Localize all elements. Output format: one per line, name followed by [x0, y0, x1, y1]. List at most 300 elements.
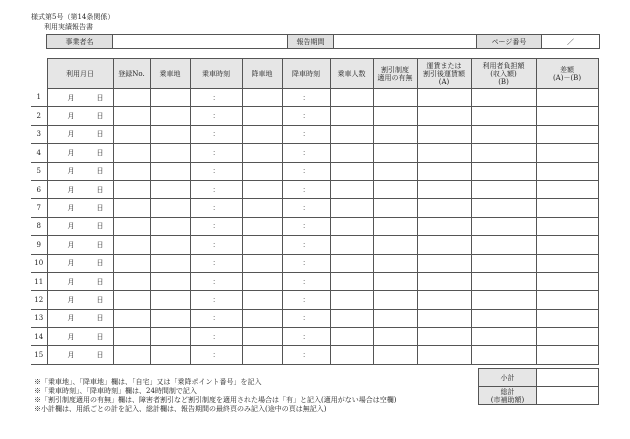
cell-alighting-time[interactable]: [282, 144, 330, 162]
cell-alighting-place[interactable]: [242, 254, 282, 272]
cell-discount-applied[interactable]: [373, 162, 417, 180]
form-number: 様式第5号（第14条関係）: [31, 13, 115, 21]
table-row: [31, 107, 598, 125]
cell-fare-amount[interactable]: [417, 89, 471, 107]
note-3: ※「割引制度適用の有無」欄は、障害者割引など割引制度を適用された場合は「有」と記入(適用がない場合は空欄): [34, 396, 397, 404]
cell-alighting-time[interactable]: [282, 217, 330, 235]
cell-alighting-place[interactable]: [242, 309, 282, 327]
time-separator: ：: [212, 204, 220, 213]
cell-usage-date[interactable]: [47, 144, 113, 162]
cell-fare-amount[interactable]: [417, 236, 471, 254]
grand-total-field[interactable]: [537, 387, 599, 405]
row-number: 2: [31, 107, 47, 125]
company-name-label: 事業者名: [47, 35, 113, 49]
cell-registration-no[interactable]: [113, 125, 150, 143]
cell-alighting-time[interactable]: [282, 125, 330, 143]
table-row: [31, 144, 598, 162]
cell-boarding-place[interactable]: [150, 107, 190, 125]
cell-alighting-time[interactable]: [282, 107, 330, 125]
cell-passenger-count[interactable]: [330, 346, 373, 364]
month-label: 月: [67, 240, 75, 249]
day-label: 日: [96, 112, 104, 121]
day-label: 日: [96, 93, 104, 102]
column-header-fare-amount: [417, 59, 471, 89]
cell-alighting-place[interactable]: [242, 89, 282, 107]
month-label: 月: [67, 167, 75, 176]
cell-alighting-place[interactable]: [242, 199, 282, 217]
cell-usage-date[interactable]: [47, 236, 113, 254]
time-separator: ：: [302, 314, 310, 323]
row-number: 3: [31, 125, 47, 143]
cell-user-payment[interactable]: [471, 125, 536, 143]
cell-alighting-place[interactable]: [242, 180, 282, 198]
table-row: [31, 199, 598, 217]
day-label: 日: [96, 204, 104, 213]
cell-usage-date[interactable]: [47, 291, 113, 309]
month-label: 月: [67, 314, 75, 323]
cell-discount-applied[interactable]: [373, 125, 417, 143]
column-header-text: 降車地: [251, 69, 273, 78]
company-name-field[interactable]: [113, 35, 288, 49]
cell-usage-date[interactable]: [47, 309, 113, 327]
cell-passenger-count[interactable]: [330, 309, 373, 327]
cell-usage-date[interactable]: [47, 272, 113, 290]
cell-discount-applied[interactable]: [373, 291, 417, 309]
cell-user-payment[interactable]: [471, 180, 536, 198]
cell-discount-applied[interactable]: [373, 199, 417, 217]
cell-alighting-time[interactable]: [282, 291, 330, 309]
cell-boarding-place[interactable]: [150, 217, 190, 235]
cell-fare-amount[interactable]: [417, 125, 471, 143]
cell-passenger-count[interactable]: [330, 217, 373, 235]
month-label: 月: [67, 351, 75, 360]
cell-registration-no[interactable]: [113, 328, 150, 346]
table-row: [31, 180, 598, 198]
cell-fare-amount[interactable]: [417, 144, 471, 162]
cell-registration-no[interactable]: [113, 107, 150, 125]
grand-total-label-1: 総計: [500, 387, 515, 396]
cell-passenger-count[interactable]: [330, 236, 373, 254]
cell-boarding-time[interactable]: [190, 236, 242, 254]
cell-registration-no[interactable]: [113, 272, 150, 290]
cell-boarding-time[interactable]: [190, 199, 242, 217]
report-period-label: 報告期間: [288, 35, 334, 49]
cell-alighting-time[interactable]: [282, 254, 330, 272]
cell-fare-amount[interactable]: [417, 180, 471, 198]
day-label: 日: [96, 332, 104, 341]
cell-boarding-time[interactable]: [190, 291, 242, 309]
cell-boarding-place[interactable]: [150, 144, 190, 162]
time-separator: ：: [302, 112, 310, 121]
cell-boarding-place[interactable]: [150, 328, 190, 346]
day-label: 日: [96, 314, 104, 323]
cell-boarding-time[interactable]: [190, 125, 242, 143]
cell-boarding-place[interactable]: [150, 180, 190, 198]
day-label: 日: [96, 185, 104, 194]
cell-boarding-time[interactable]: [190, 89, 242, 107]
cell-fare-amount[interactable]: [417, 199, 471, 217]
row-number: 4: [31, 144, 47, 162]
row-number: 6: [31, 180, 47, 198]
table-row: [31, 217, 598, 235]
cell-user-payment[interactable]: [471, 328, 536, 346]
cell-boarding-time[interactable]: [190, 162, 242, 180]
cell-alighting-place[interactable]: [242, 144, 282, 162]
cell-discount-applied[interactable]: [373, 328, 417, 346]
table-row: [31, 291, 598, 309]
cell-registration-no[interactable]: [113, 217, 150, 235]
table-row: [31, 272, 598, 290]
month-label: 月: [67, 185, 75, 194]
row-number: 5: [31, 162, 47, 180]
day-label: 日: [96, 259, 104, 268]
cell-alighting-time[interactable]: [282, 199, 330, 217]
cell-fare-amount[interactable]: [417, 107, 471, 125]
time-separator: ：: [302, 204, 310, 213]
cell-alighting-time[interactable]: [282, 180, 330, 198]
cell-difference[interactable]: [536, 162, 598, 180]
cell-alighting-place[interactable]: [242, 346, 282, 364]
column-header-text: 降車時刻: [292, 69, 320, 78]
time-separator: ：: [302, 351, 310, 360]
cell-difference[interactable]: [536, 291, 598, 309]
time-separator: ：: [212, 93, 220, 102]
month-label: 月: [67, 112, 75, 121]
column-header-boarding-time: [190, 59, 242, 89]
month-label: 月: [67, 93, 75, 102]
cell-discount-applied[interactable]: [373, 217, 417, 235]
cell-difference[interactable]: [536, 236, 598, 254]
cell-passenger-count[interactable]: [330, 291, 373, 309]
cell-difference[interactable]: [536, 180, 598, 198]
table-row: [31, 236, 598, 254]
cell-fare-amount[interactable]: [417, 328, 471, 346]
column-header-alighting-time: [282, 59, 330, 89]
time-separator: ：: [212, 332, 220, 341]
cell-usage-date[interactable]: [47, 199, 113, 217]
table-row: [31, 328, 598, 346]
subtotal-label: 小計: [479, 369, 537, 387]
cell-usage-date[interactable]: [47, 162, 113, 180]
cell-alighting-place[interactable]: [242, 272, 282, 290]
column-header-text: (収入額): [490, 69, 517, 78]
cell-fare-amount[interactable]: [417, 346, 471, 364]
cell-registration-no[interactable]: [113, 291, 150, 309]
grand-total-label-2: (市補助額): [490, 395, 525, 404]
column-header-text: 乗車地: [159, 69, 181, 78]
cell-usage-date[interactable]: [47, 328, 113, 346]
row-number: 11: [31, 272, 47, 290]
column-header-text: 差額: [560, 65, 574, 74]
column-header-alighting-place: [242, 59, 282, 89]
row-number: 12: [31, 291, 47, 309]
note-4: ※小計欄は、用紙ごとの計を記入、総計欄は、報告期間の最終頁のみ記入(途中の頁は無記入): [34, 405, 327, 413]
month-label: 月: [67, 259, 75, 268]
cell-usage-date[interactable]: [47, 254, 113, 272]
cell-registration-no[interactable]: [113, 199, 150, 217]
cell-boarding-place[interactable]: [150, 254, 190, 272]
cell-registration-no[interactable]: [113, 346, 150, 364]
cell-boarding-time[interactable]: [190, 309, 242, 327]
row-number: 8: [31, 217, 47, 235]
cell-passenger-count[interactable]: [330, 125, 373, 143]
cell-difference[interactable]: [536, 125, 598, 143]
column-header-text: 利用月日: [66, 69, 94, 78]
time-separator: ：: [212, 259, 220, 268]
day-label: 日: [96, 130, 104, 139]
time-separator: ：: [302, 148, 310, 157]
cell-usage-date[interactable]: [47, 346, 113, 364]
cell-discount-applied[interactable]: [373, 180, 417, 198]
day-label: 日: [96, 351, 104, 360]
cell-boarding-time[interactable]: [190, 217, 242, 235]
time-separator: ：: [302, 130, 310, 139]
cell-user-payment[interactable]: [471, 89, 536, 107]
cell-registration-no[interactable]: [113, 309, 150, 327]
cell-boarding-time[interactable]: [190, 346, 242, 364]
table-row: [31, 346, 598, 364]
row-number: 9: [31, 236, 47, 254]
month-label: 月: [67, 204, 75, 213]
day-label: 日: [96, 222, 104, 231]
month-label: 月: [67, 277, 75, 286]
cell-registration-no[interactable]: [113, 144, 150, 162]
page-number-label: ページ番号: [477, 35, 542, 49]
column-header-usage-date: [47, 59, 113, 89]
time-separator: ：: [302, 222, 310, 231]
cell-boarding-place[interactable]: [150, 162, 190, 180]
column-header-text: (B): [498, 77, 509, 86]
cell-passenger-count[interactable]: [330, 107, 373, 125]
time-separator: ：: [212, 277, 220, 286]
cell-boarding-place[interactable]: [150, 272, 190, 290]
cell-usage-date[interactable]: [47, 107, 113, 125]
column-header-text: 登録No.: [118, 69, 145, 78]
cell-usage-date[interactable]: [47, 125, 113, 143]
cell-boarding-time[interactable]: [190, 144, 242, 162]
cell-alighting-time[interactable]: [282, 346, 330, 364]
day-label: 日: [96, 295, 104, 304]
table-row: [31, 309, 598, 327]
cell-fare-amount[interactable]: [417, 217, 471, 235]
cell-registration-no[interactable]: [113, 180, 150, 198]
time-separator: ：: [212, 314, 220, 323]
cell-discount-applied[interactable]: [373, 89, 417, 107]
time-separator: ：: [212, 222, 220, 231]
cell-boarding-time[interactable]: [190, 272, 242, 290]
cell-alighting-time[interactable]: [282, 309, 330, 327]
cell-alighting-time[interactable]: [282, 162, 330, 180]
cell-usage-date[interactable]: [47, 217, 113, 235]
note-1: ※「乗車地」、「降車地」欄は、「自宅」又は「乗降ポイント番号」を記入: [34, 378, 262, 386]
cell-fare-amount[interactable]: [417, 309, 471, 327]
month-label: 月: [67, 222, 75, 231]
cell-alighting-time[interactable]: [282, 272, 330, 290]
grand-total-label: [479, 387, 537, 405]
cell-difference[interactable]: [536, 217, 598, 235]
column-header-difference: [536, 59, 598, 89]
time-separator: ：: [212, 295, 220, 304]
cell-boarding-time[interactable]: [190, 254, 242, 272]
column-header-registration-no: [113, 59, 150, 89]
cell-discount-applied[interactable]: [373, 346, 417, 364]
month-label: 月: [67, 295, 75, 304]
cell-difference[interactable]: [536, 309, 598, 327]
cell-passenger-count[interactable]: [330, 89, 373, 107]
column-header-discount-applied: [373, 59, 417, 89]
cell-alighting-place[interactable]: [242, 328, 282, 346]
cell-usage-date[interactable]: [47, 180, 113, 198]
time-separator: ：: [302, 240, 310, 249]
cell-user-payment[interactable]: [471, 144, 536, 162]
cell-passenger-count[interactable]: [330, 162, 373, 180]
cell-discount-applied[interactable]: [373, 107, 417, 125]
cell-registration-no[interactable]: [113, 254, 150, 272]
table-row: [31, 162, 598, 180]
time-separator: ：: [302, 277, 310, 286]
cell-registration-no[interactable]: [113, 236, 150, 254]
cell-fare-amount[interactable]: [417, 162, 471, 180]
cell-boarding-time[interactable]: [190, 328, 242, 346]
day-label: 日: [96, 167, 104, 176]
row-number: 1: [31, 89, 47, 107]
table-row: [31, 125, 598, 143]
column-header-row-no: [31, 59, 47, 89]
cell-discount-applied[interactable]: [373, 272, 417, 290]
table-row: [31, 254, 598, 272]
cell-usage-date[interactable]: [47, 89, 113, 107]
cell-difference[interactable]: [536, 272, 598, 290]
time-separator: ：: [302, 185, 310, 194]
cell-boarding-time[interactable]: [190, 180, 242, 198]
time-separator: ：: [212, 148, 220, 157]
row-number: 7: [31, 199, 47, 217]
totals-table: [478, 368, 599, 405]
column-header-passenger-count: [330, 59, 373, 89]
cell-difference[interactable]: [536, 328, 598, 346]
cell-user-payment[interactable]: [471, 236, 536, 254]
row-number: 10: [31, 254, 47, 272]
day-label: 日: [96, 148, 104, 157]
row-number: 14: [31, 328, 47, 346]
form-title: 利用実績報告書: [44, 23, 93, 31]
report-header-table: [46, 34, 600, 49]
time-separator: ：: [302, 93, 310, 102]
cell-alighting-place[interactable]: [242, 162, 282, 180]
cell-alighting-time[interactable]: [282, 89, 330, 107]
cell-alighting-place[interactable]: [242, 236, 282, 254]
cell-difference[interactable]: [536, 346, 598, 364]
time-separator: ：: [302, 167, 310, 176]
report-period-field[interactable]: [334, 35, 477, 49]
cell-user-payment[interactable]: [471, 217, 536, 235]
note-2: ※「乗車時刻」、「降車時刻」欄は、24時間制で記入: [34, 387, 197, 395]
cell-registration-no[interactable]: [113, 89, 150, 107]
cell-registration-no[interactable]: [113, 162, 150, 180]
cell-boarding-place[interactable]: [150, 236, 190, 254]
column-header-user-payment: [471, 59, 536, 89]
cell-boarding-place[interactable]: [150, 89, 190, 107]
cell-user-payment[interactable]: [471, 309, 536, 327]
cell-discount-applied[interactable]: [373, 309, 417, 327]
month-label: 月: [67, 130, 75, 139]
cell-difference[interactable]: [536, 89, 598, 107]
cell-user-payment[interactable]: [471, 199, 536, 217]
row-number: 15: [31, 346, 47, 364]
cell-discount-applied[interactable]: [373, 236, 417, 254]
page-number-field[interactable]: ／: [542, 35, 600, 49]
cell-fare-amount[interactable]: [417, 254, 471, 272]
cell-difference[interactable]: [536, 144, 598, 162]
cell-boarding-place[interactable]: [150, 125, 190, 143]
cell-user-payment[interactable]: [471, 291, 536, 309]
usage-record-table: [31, 58, 599, 365]
cell-boarding-time[interactable]: [190, 107, 242, 125]
cell-alighting-place[interactable]: [242, 291, 282, 309]
cell-alighting-time[interactable]: [282, 328, 330, 346]
time-separator: ：: [212, 167, 220, 176]
cell-alighting-place[interactable]: [242, 125, 282, 143]
cell-alighting-place[interactable]: [242, 217, 282, 235]
cell-boarding-place[interactable]: [150, 291, 190, 309]
cell-difference[interactable]: [536, 199, 598, 217]
time-separator: ：: [302, 259, 310, 268]
cell-difference[interactable]: [536, 107, 598, 125]
cell-passenger-count[interactable]: [330, 272, 373, 290]
cell-passenger-count[interactable]: [330, 180, 373, 198]
cell-user-payment[interactable]: [471, 272, 536, 290]
cell-boarding-place[interactable]: [150, 309, 190, 327]
cell-difference[interactable]: [536, 254, 598, 272]
subtotal-field[interactable]: [537, 369, 599, 387]
column-header-text: 乗車時刻: [202, 69, 230, 78]
notes: [34, 378, 396, 414]
time-separator: ：: [212, 130, 220, 139]
row-number: 13: [31, 309, 47, 327]
cell-discount-applied[interactable]: [373, 254, 417, 272]
cell-alighting-place[interactable]: [242, 107, 282, 125]
cell-user-payment[interactable]: [471, 254, 536, 272]
time-separator: ：: [212, 240, 220, 249]
cell-passenger-count[interactable]: [330, 254, 373, 272]
column-header-text: (A): [438, 77, 450, 86]
cell-user-payment[interactable]: [471, 346, 536, 364]
cell-boarding-place[interactable]: [150, 346, 190, 364]
cell-passenger-count[interactable]: [330, 199, 373, 217]
time-separator: ：: [212, 112, 220, 121]
cell-fare-amount[interactable]: [417, 291, 471, 309]
month-label: 月: [67, 148, 75, 157]
cell-discount-applied[interactable]: [373, 144, 417, 162]
column-header-text: 運賃または: [426, 61, 462, 70]
cell-user-payment[interactable]: [471, 107, 536, 125]
column-header-boarding-place: [150, 59, 190, 89]
cell-user-payment[interactable]: [471, 162, 536, 180]
column-header-text: 割引制度: [381, 65, 409, 74]
cell-fare-amount[interactable]: [417, 272, 471, 290]
time-separator: ：: [302, 295, 310, 304]
column-header-text: 利用者負担額: [482, 61, 525, 70]
column-header-text: 乗車人数: [337, 69, 366, 78]
column-header-text: 割引後運賃額: [423, 69, 465, 78]
cell-passenger-count[interactable]: [330, 144, 373, 162]
time-separator: ：: [302, 332, 310, 341]
column-header-text: (A)－(B): [552, 73, 582, 82]
cell-passenger-count[interactable]: [330, 328, 373, 346]
cell-alighting-time[interactable]: [282, 236, 330, 254]
cell-boarding-place[interactable]: [150, 199, 190, 217]
time-separator: ：: [212, 351, 220, 360]
